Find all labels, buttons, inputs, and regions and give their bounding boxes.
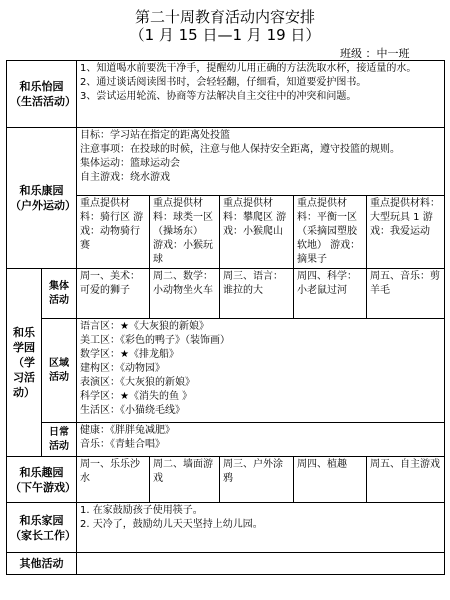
daily-content — [77, 423, 445, 457]
outdoor-row-1 — [7, 128, 445, 196]
outdoor-content — [77, 128, 445, 196]
area-content — [77, 319, 445, 423]
group-day-1: 周一、美术：可爱的狮子 — [77, 269, 150, 319]
play-day-3: 周三、户外涂鸦 — [220, 457, 294, 503]
area-line-4: 建构区：《动物园》 — [80, 363, 165, 374]
outdoor-free: 自主游戏：绕水游戏 — [80, 172, 170, 183]
date-range: （1 月 15 日—1 月 19 日） — [129, 26, 321, 44]
area-label: 区域活动 — [42, 319, 77, 423]
schedule-table — [6, 60, 445, 575]
outdoor-item-4: 重点提供材料：平衡一区（采摘园塑胶软地） 游戏：摘果子 — [294, 196, 367, 269]
learning-label: 和乐学园（学习活动） — [7, 269, 42, 457]
outdoor-note: 注意事项：在投球的时候，注意与他人保持安全距离，遵守投篮的规则。 — [80, 144, 400, 155]
daily-line-1: 健康：《胖胖兔减肥》 — [80, 425, 175, 436]
other-row — [7, 553, 445, 575]
group-label: 集体活动 — [42, 269, 77, 319]
area-line-5: 表演区：《大灰狼的新娘》 — [80, 377, 195, 388]
page-title: 第二十周教育活动内容安排 — [134, 8, 315, 26]
learning-area-row — [7, 319, 445, 423]
group-day-2: 周二、数学：小动物坐火车 — [150, 269, 220, 319]
family-content — [77, 503, 445, 553]
group-day-3: 周三、语言：谁拉的大 — [220, 269, 294, 319]
family-line-1: 1. 在家鼓励孩子使用筷子。 — [80, 505, 203, 516]
life-row — [7, 61, 445, 128]
life-line-1: 1、知道喝水前要洗干净手，提醒幼儿用正确的方法洗取水杯，接适量的水。 — [80, 63, 417, 74]
play-day-2: 周二、墙面游戏 — [150, 457, 220, 503]
play-day-1: 周一、乐乐沙水 — [77, 457, 150, 503]
play-day-5: 周五、自主游戏 — [367, 457, 445, 503]
play-row — [7, 457, 445, 503]
outdoor-label: 和乐康园（户外运动） — [7, 128, 77, 269]
other-content — [77, 553, 445, 575]
life-line-2: 2、通过谈话阅读图书时，会轻轻翻，仔细看，知道要爱护图书。 — [80, 77, 367, 88]
family-label: 和乐家园（家长工作） — [7, 503, 77, 553]
daily-label: 日常活动 — [42, 423, 77, 457]
life-line-3: 3、尝试运用轮流、协商等方法解决自主交往中的冲突和问题。 — [80, 91, 357, 102]
group-day-4: 周四、科学：小老鼠过河 — [294, 269, 367, 319]
outdoor-item-2: 重点提供材料：球类一区（操场东） 游戏：小猴玩球 — [150, 196, 220, 269]
area-line-7: 生活区：《小猫绕毛线》 — [80, 405, 185, 416]
area-line-2: 美工区：《彩色的鸭子》（装饰画） — [80, 335, 230, 346]
play-day-4: 周四、植趣 — [294, 457, 367, 503]
learning-daily-row — [7, 423, 445, 457]
family-line-2: 2. 天冷了，鼓励幼儿天天坚持上幼儿园。 — [80, 519, 263, 530]
group-day-5: 周五、音乐：剪羊毛 — [367, 269, 445, 319]
outdoor-item-3: 重点提供材料：攀爬区 游戏：小猴爬山 — [220, 196, 294, 269]
outdoor-item-1: 重点提供材料：骑行区 游戏：动物骑行赛 — [77, 196, 150, 269]
area-line-3: 数学区：★《排龙船》 — [80, 349, 179, 360]
daily-line-2: 音乐：《青蛙合唱》 — [80, 439, 165, 450]
family-row — [7, 503, 445, 553]
area-line-1: 语言区：★《大灰狼的新娘》 — [80, 321, 209, 332]
life-content — [77, 61, 445, 128]
learning-group-row — [7, 269, 445, 319]
area-line-6: 科学区：★《消失的鱼 》 — [80, 391, 193, 402]
outdoor-sport: 集体运动：篮球运动会 — [80, 158, 180, 169]
play-label: 和乐趣园（下午游戏） — [7, 457, 77, 503]
life-label: 和乐怡园（生活活动） — [7, 61, 77, 128]
outdoor-goal: 目标：学习站在指定的距离处投篮 — [80, 130, 230, 141]
outdoor-item-5: 重点提供材料：大型玩具 1 游戏：我爱运动 — [367, 196, 445, 269]
class-label: 班级 ：中一班 — [340, 47, 410, 60]
other-label: 其他活动 — [7, 553, 77, 575]
